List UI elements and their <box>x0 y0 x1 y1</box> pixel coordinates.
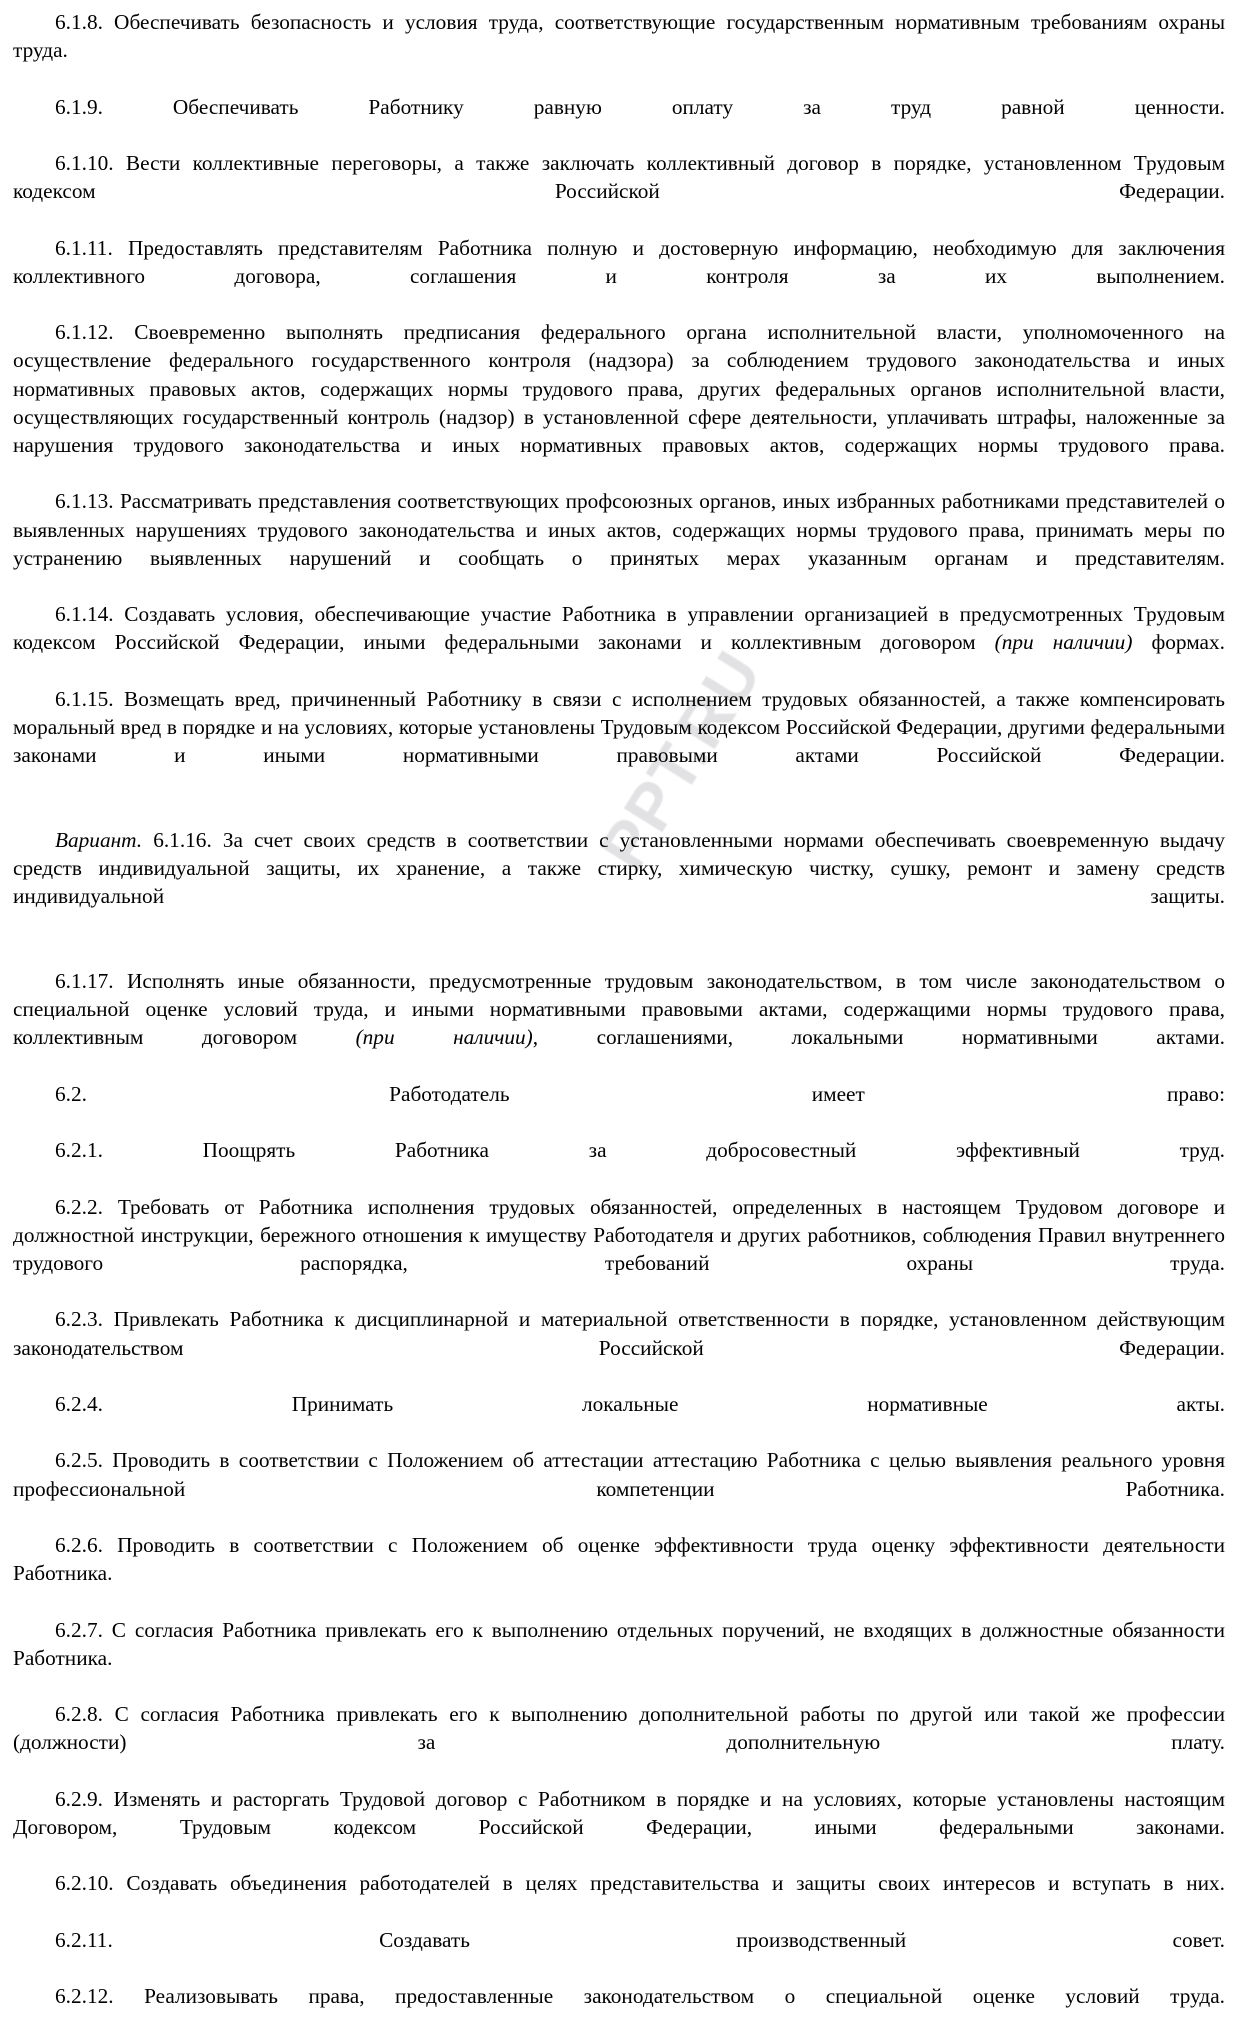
clause-6-1-15 <box>13 685 1225 798</box>
watermark-text: PPT.RU <box>584 638 776 882</box>
variant-label: Вариант. <box>55 827 143 852</box>
clause-text: 6.2.7. С согласия Работника привлекать его к выполнению отдельных поручений, не входящих в должностные обязанности Работника. <box>13 1617 1225 1670</box>
clause-text-after-italic: , соглашениями, локальными нормативными актами. <box>532 1025 1226 1050</box>
clause-text: 6.2. Работодатель имеет право: <box>55 1081 1225 1106</box>
clause-6-2-8 <box>13 1700 1225 1785</box>
clause-text-before-italic: 6.1.17. Исполнять иные обязанности, предусмотренные трудовым законодательством, в том числе законодательством о специальной оценке условий труда, и иными нормативными правовыми актами, содержащими нормы трудового права, коллективным договором <box>13 968 1225 1050</box>
clause-text: 6.1.11. Предоставлять представителям Работника полную и достоверную информацию, необходимую для заключения коллективного договора, соглашения и контроля за их выполнением. <box>13 235 1225 288</box>
clause-text: 6.1.10. Вести коллективные переговоры, а также заключать коллективный договор в порядке, установленном Трудовым кодексом Российской Федерации. <box>13 151 1225 204</box>
document-body <box>13 8 1225 2039</box>
clause-text: 6.1.12. Своевременно выполнять предписания федерального органа исполнительной власти, уполномоченного на осуществление федерального государственного контроля (надзора) за соблюдением трудового законодательства и иных нормативных правовых актов, содержащих нормы трудового права, других федеральных органов исполнительной власти, осуществляющих государственный контроль (надзор) в установленной сфере деятельности, уплачивать штрафы, наложенные за нарушения трудового законодательства и иных нормативных правовых актов, содержащих нормы трудового права. <box>13 320 1225 458</box>
clause-italic-note: (при наличии) <box>994 630 1133 655</box>
clause-6-1-16-variant <box>13 826 1225 939</box>
clause-6-1-13 <box>13 487 1225 600</box>
clause-6-1-12 <box>13 318 1225 487</box>
clause-text-after-italic: формах. <box>1132 630 1225 655</box>
clause-6-2-1 <box>13 1136 1225 1192</box>
clause-italic-note: (при наличии) <box>355 1025 533 1050</box>
clause-6-2-11 <box>13 1926 1225 1982</box>
clause-6-1-9 <box>13 93 1225 149</box>
clause-text: 6.2.2. Требовать от Работника исполнения трудовых обязанностей, определенных в настоящем Трудовом договоре и должностной инструкции, бережного отношения к имуществу Работодателя и других работников, соблюдения Правил внутреннего трудового распорядка, требований охраны труда. <box>13 1194 1225 1275</box>
clause-6-1-8 <box>13 8 1225 93</box>
clause-text: 6.2.10. Создавать объединения работодателей в целях представительства и защиты своих интересов и вступать в них. <box>55 1871 1225 1896</box>
clause-text: 6.2.9. Изменять и расторгать Трудовой договор с Работником в порядке и на условиях, которые установлены настоящим Договором, Трудовым кодексом Российской Федерации, иными федеральными законами. <box>13 1786 1225 1839</box>
clause-6-1-10 <box>13 149 1225 234</box>
clause-text: 6.2.5. Проводить в соответствии с Положением об аттестации аттестацию Работника с целью выявления реального уровня профессиональной компетенции Работника. <box>13 1448 1225 1501</box>
clause-text: 6.2.12. Реализовывать права, предоставленные законодательством о специальной оценке условий труда. <box>55 1984 1225 2009</box>
clause-6-2-9 <box>13 1785 1225 1870</box>
clause-6-2-5 <box>13 1446 1225 1531</box>
clause-6-2-4 <box>13 1390 1225 1446</box>
clause-text: 6.2.1. Поощрять Работника за добросовестный эффективный труд. <box>55 1138 1225 1163</box>
clause-6-2 <box>13 1080 1225 1136</box>
clause-text-before-italic: 6.1.14. Создавать условия, обеспечивающие участие Работника в управлении организацией в предусмотренных Трудовым кодексом Российской Федерации, иными федеральными законами и коллективным договором <box>13 602 1225 655</box>
clause-text: 6.2.3. Привлекать Работника к дисциплинарной и материальной ответственности в порядке, установленном действующим законодательством Российской Федерации. <box>13 1307 1225 1360</box>
clause-text: 6.1.16. За счет своих средств в соответствии с установленными нормами обеспечивать своевременную выдачу средств индивидуальной защиты, их хранение, а также стирку, химическую чистку, сушку, ремонт и замену средств индивидуальной защиты. <box>13 827 1225 909</box>
clause-text: 6.1.9. Обеспечивать Работнику равную оплату за труд равной ценности. <box>55 94 1225 119</box>
clause-6-2-7 <box>13 1616 1225 1701</box>
clause-6-2-3 <box>13 1305 1225 1390</box>
clause-text: 6.2.4. Принимать локальные нормативные акты. <box>55 1391 1225 1416</box>
clause-text: 6.1.13. Рассматривать представления соответствующих профсоюзных органов, иных избранных работниками представителей о выявленных нарушениях трудового законодательства и иных актов, содержащих нормы трудового права, принимать меры по устранению выявленных нарушений и сообщать о принятых мерах указанным органам и представителям. <box>13 489 1225 570</box>
clause-text: 6.2.11. Создавать производственный совет. <box>55 1927 1225 1952</box>
clause-6-2-12 <box>13 1982 1225 2038</box>
clause-6-2-6 <box>13 1531 1225 1616</box>
clause-text: 6.1.8. Обеспечивать безопасность и условия труда, соответствующие государственным нормативным требованиям охраны труда. <box>13 10 1225 63</box>
clause-text: 6.2.8. С согласия Работника привлекать его к выполнению дополнительной работы по другой или такой же профессии (должности) за дополнительную плату. <box>13 1702 1225 1755</box>
clause-text: 6.2.6. Проводить в соответствии с Положением об оценке эффективности труда оценку эффективности деятельности Работника. <box>13 1532 1225 1586</box>
clause-6-2-10 <box>13 1869 1225 1925</box>
clause-6-1-17 <box>13 967 1225 1080</box>
clause-text: 6.1.15. Возмещать вред, причиненный Работнику в связи с исполнением трудовых обязанностей, а также компенсировать моральный вред в порядке и на условиях, которые установлены Трудовым кодексом Российской Федерации, другими федеральными законами и иными нормативными правовыми актами Российской Федерации. <box>13 686 1225 768</box>
paragraph-spacer-before-variant <box>13 798 1225 826</box>
clause-6-1-14 <box>13 600 1225 685</box>
clause-6-2-2 <box>13 1193 1225 1306</box>
paragraph-spacer-after-variant <box>13 939 1225 967</box>
clause-6-1-11 <box>13 234 1225 319</box>
